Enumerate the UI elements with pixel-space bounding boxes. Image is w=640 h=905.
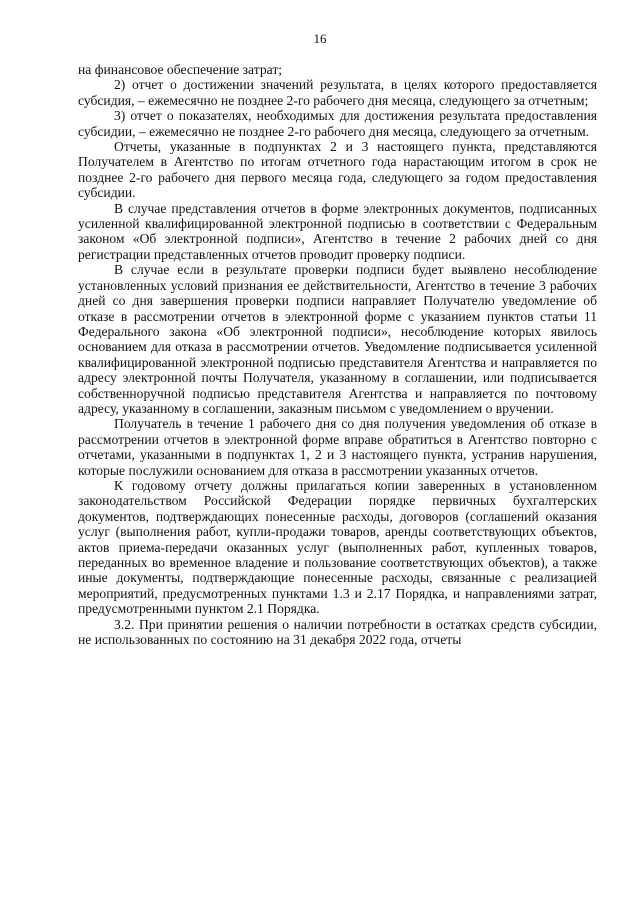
page-number: 16 [313,31,327,46]
paragraph-report-result: 2) отчет о достижении значений результата, в целях которого предоставляется субсидия, – ежемесячно не позднее 2-го рабочего дня месяца, следующего за отчетным; [78,77,597,108]
paragraph-section-3-2: 3.2. При принятии решения о наличии потребности в остатках средств субсидии, не использованных по состоянию на 31 декабря 2022 года, отчеты [78,616,597,648]
paragraph-resubmission: Получатель в течение 1 рабочего дня со дня получения уведомления об отказе в рассмотрении отчетов в электронной форме вправе обратиться в Агентство повторно с отчетами, указанными в подпунктах 1, 2 и 3 настоящего пункта, устранив нарушения, которые послужили основанием для отказа в рассмотрении указанных отчетов. [78,416,597,478]
paragraph-signature-check: В случае если в результате проверки подписи будет выявлено несоблюдение установленных условий признания ее действительности, Агентство в течение 3 рабочих дней со дня завершения проверки подписи направляет Получателю уведомление об отказе в рассмотрении отчетов в электронной форме с указанием пунктов статьи 11 Федерального закона «Об электронной подписи», несоблюдение которых явилось основанием для отказа в рассмотрении отчетов. Уведомление подписывается усиленной квалифицированной электронной подписью представителя Агентства и направляется по адресу электронной почты Получателя, указанному в соглашении, или подписывается собственноручной подписью представителя Агентства и направляется по почтовому адресу, указанному в соглашении, заказным письмом с уведомлением о вручении. [78,262,597,416]
document-body [78,62,597,647]
paragraph-report-indicators: 3) отчет о показателях, необходимых для достижения результата предоставления субсидии, – ежемесячно не позднее 2-го рабочего дня месяца, следующего за отчетным. [78,108,597,139]
paragraph-reports-submission: Отчеты, указанные в подпунктах 2 и 3 настоящего пункта, представляются Получателем в Агентство по итогам отчетного года нарастающим итогом в срок не позднее 2-го рабочего дня первого месяца года, следующего за годом предоставления субсидии. [78,139,597,201]
paragraph-electronic-documents: В случае представления отчетов в форме электронных документов, подписанных усиленной квалифицированной электронной подписью в соответствии с Федеральным законом «Об электронной подписи», Агентство в течение 2 рабочих дней со дня регистрации представленных отчетов проводит проверку подписи. [78,200,597,262]
paragraph-annual-report-attachments: К годовому отчету должны прилагаться копии заверенных в установленном законодательством Российской Федерации порядке первичных бухгалтерских документов, подтверждающих понесенные расходы, договоров (соглашений оказания услуг (выполнения работ, купли-продажи товаров, аренды соответствующих объектов, актов приема-передачи оказанных услуг (выполненных работ, купленных товаров, переданных во временное владение и пользование соответствующих объектов), а также иные документы, подтверждающие понесенные расходы, связанные с реализацией мероприятий, предусмотренных пунктами 1.3 и 2.17 Порядка, и направлениями затрат, предусмотренными пунктом 2.1 Порядка. [78,477,597,617]
paragraph-continuation: на финансовое обеспечение затрат; [78,62,283,77]
